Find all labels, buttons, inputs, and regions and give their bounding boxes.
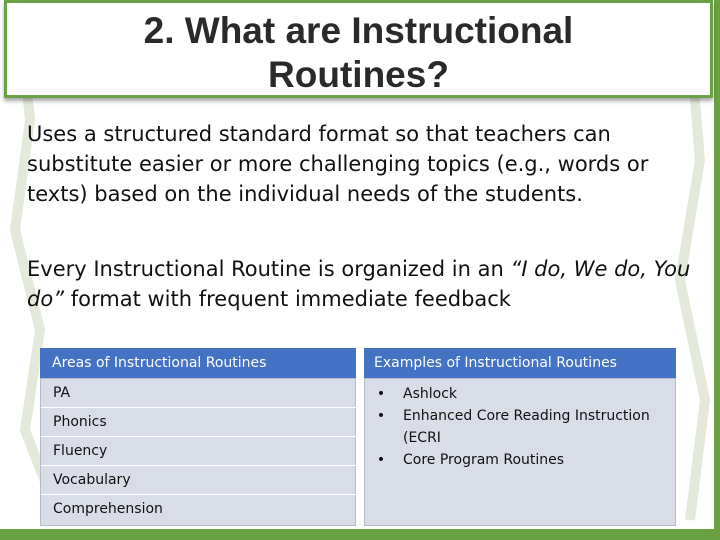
slide-title-line2: Routines? [268, 54, 449, 95]
paragraph2-before: Every Instructional Routine is organized in an [27, 257, 511, 281]
area-cell: Phonics [41, 408, 357, 437]
examples-column [356, 348, 676, 526]
examples-list [365, 383, 665, 471]
slide-title [7, 9, 710, 97]
areas-column [40, 348, 356, 526]
bottom-edge-bar [0, 529, 720, 540]
examples-body [364, 378, 676, 526]
paragraph2-quote: “I do, We do, You do” [27, 257, 691, 311]
bullet-icon: • [376, 408, 386, 424]
example-item [365, 449, 665, 471]
paragraph-structured-format: Uses a structured standard format so that teachers can substitute easier or more challenging topics (e.g., words or texts) based on the individual needs of the students. [27, 122, 649, 206]
right-edge-bar [714, 0, 720, 540]
slide-title-line1: 2. What are Instructional [143, 10, 574, 51]
example-item [365, 383, 665, 405]
paragraph2-after: format with frequent immediate feedback [64, 287, 511, 311]
example-text: Enhanced Core Reading Instruction (ECRI [403, 408, 650, 446]
areas-header: Areas of Instructional Routines [40, 348, 356, 378]
bullet-icon: • [376, 452, 386, 468]
area-cell: Fluency [41, 437, 357, 466]
examples-header: Examples of Instructional Routines [356, 348, 676, 378]
example-text: Ashlock [403, 386, 458, 402]
area-cell: Comprehension [53, 501, 163, 517]
area-cell: Vocabulary [41, 466, 357, 495]
routines-table [40, 348, 676, 526]
bullet-icon: • [376, 386, 386, 402]
title-box [4, 0, 713, 98]
example-text: Core Program Routines [403, 452, 565, 468]
area-cell: PA [41, 379, 357, 408]
example-item [365, 405, 665, 449]
paragraph-i-do-we-do [27, 254, 702, 314]
areas-body [40, 378, 356, 526]
